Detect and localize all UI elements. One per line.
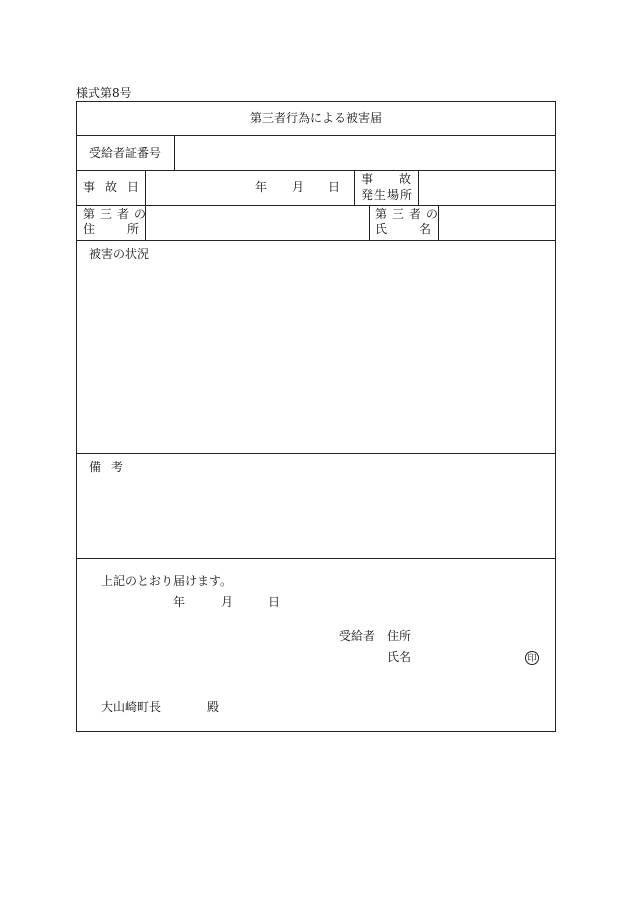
accident-date-year[interactable]: 年 [255,180,268,194]
divider [145,205,146,240]
accident-date-day[interactable]: 日 [328,180,341,194]
form-title: 第三者行為による被害届 [249,111,382,125]
recipient-id-label: 受給者証番号 [89,146,162,160]
third-party-address-label-line2: 住 所 [83,222,139,236]
accident-date-month[interactable]: 月 [292,180,305,194]
declaration-statement: 上記のとおり届けます。 [101,574,233,588]
damage-label: 被害の状況 [89,247,150,261]
third-party-address-label-line1: 第三者の [83,207,152,221]
applicant-address-label: 住所 [387,629,412,643]
divider [438,205,439,240]
divider [77,453,555,454]
divider [77,205,555,206]
form-number: 様式第8号 [76,86,132,100]
divider [418,170,419,205]
declaration-year[interactable]: 年 [173,595,186,609]
third-party-name-label-line1: 第三者の [375,207,444,221]
seal-mark-icon: 印 [525,651,539,665]
remarks-field[interactable] [89,480,539,550]
applicant-label: 受給者 [339,629,376,643]
divider [354,170,355,205]
damage-field[interactable] [89,267,539,447]
addressee: 大山崎町長 [101,700,162,714]
divider [369,205,370,240]
remarks-label: 備 考 [89,460,123,474]
divider [77,170,555,171]
declaration-month[interactable]: 月 [221,595,234,609]
accident-place-label-line2: 発生場所 [361,188,414,202]
divider [77,135,555,136]
divider [145,170,146,205]
declaration-day[interactable]: 日 [268,595,281,609]
divider [77,240,555,241]
divider [174,135,175,170]
accident-place-label-line1: 事 故 [361,172,411,186]
divider [77,558,555,559]
applicant-name-label: 氏名 [387,650,412,664]
accident-date-label: 事 故 日 [83,180,139,194]
honorific: 殿 [207,700,220,714]
third-party-name-label-line2: 氏 名 [375,222,431,236]
form-frame [76,101,556,732]
